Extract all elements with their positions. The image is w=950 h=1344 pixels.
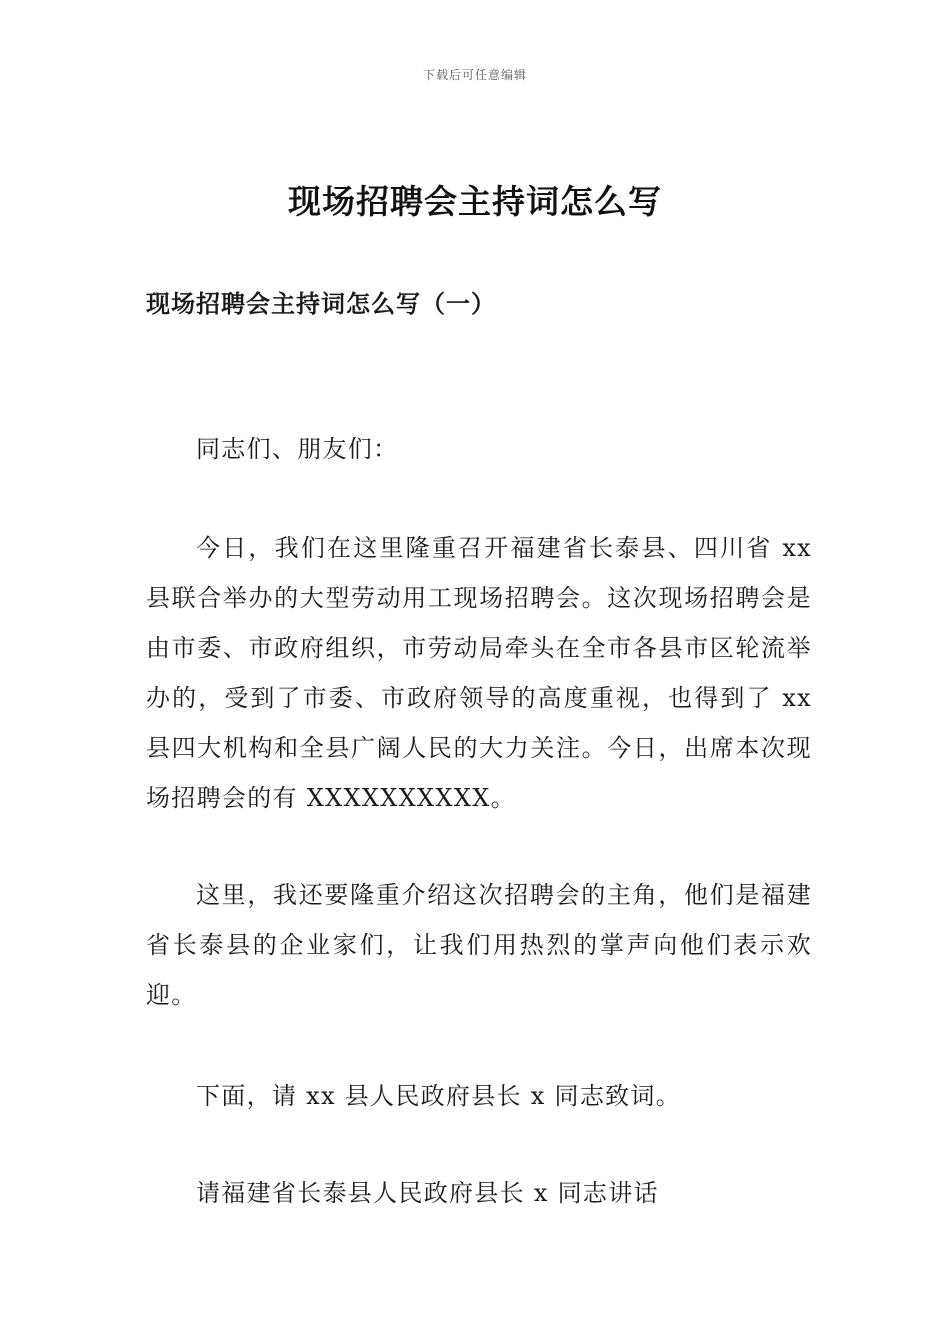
section-heading: 现场招聘会主持词怎么写（一） [146,289,496,318]
paragraph-guests: 这里，我还要隆重介绍这次招聘会的主角，他们是福建省长泰县的企业家们，让我们用热烈的掌声向他们表示欢迎。 [146,881,812,1009]
paragraph-next-speaker: 下面，请 xx 县人民政府县长 x 同志致词。 [196,1082,682,1110]
paragraph-greeting: 同志们、朋友们： [196,435,399,463]
header-note: 下载后可任意编辑 [422,68,527,82]
paragraph-invite-speech: 请福建省长泰县人民政府县长 x 同志讲话 [196,1179,659,1207]
document-title: 现场招聘会主持词怎么写 [288,182,662,221]
paragraph-intro: 今日，我们在这里隆重召开福建省长泰县、四川省 xx 县联合举办的大型劳动用工现场招聘会。这次现场招聘会是由市委、市政府组织，市劳动局牵头在全市各县市区轮流举办的，受到了市委、市政府领导的高度重视，也得到了 xx 县四大机构和全县广阔人民的大力关注。今日，出席本次现场招聘会的有 XXXXXXXXXX。 [146,534,812,812]
